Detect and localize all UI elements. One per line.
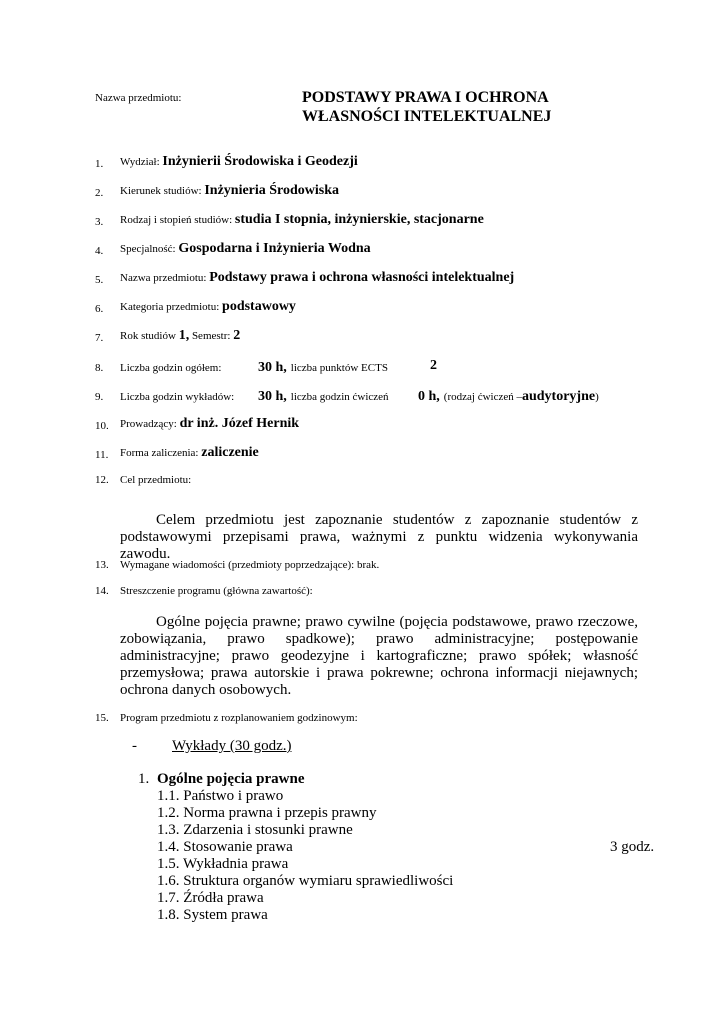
list-item: 1.7. Źródła prawa [157,890,264,906]
item-study-type [120,212,484,228]
item-assessment [120,445,259,461]
lecture-hours-label: Liczba godzin wykładów: [120,391,235,403]
item-number: 2. [95,187,104,199]
lecture-hours-group [258,387,389,405]
faculty-value: Inżynierii Środowiska i Geodezji [162,154,358,169]
item-number: 6. [95,303,104,315]
item-number: 14. [95,585,109,597]
item-subject-name [120,270,514,286]
lecturer-value: dr inż. Józef Hernik [179,416,300,431]
field-label: Kierunek studiów: [120,185,202,197]
field-value: Inżynieria Środowiska [204,183,340,198]
subject-name-label: Nazwa przedmiotu: [95,92,182,104]
item-number: 1. [95,158,104,170]
specialization-value: Gospodarna i Inżynieria Wodna [178,241,371,256]
total-hours-value: 30 h, [258,360,287,375]
list-item: 1.1. Państwo i prawo [157,788,284,804]
faculty-label: Wydział: [120,156,160,168]
subject-value: Podstawy prawa i ochrona własności intelektualnej [209,270,515,285]
item-specialization [120,241,371,257]
item-number: 9. [95,391,104,403]
specialization-label: Specjalność: [120,243,176,255]
item-year-semester [120,328,240,344]
exercise-type-label: (rodzaj ćwiczeń – [443,391,522,403]
exercise-type-value: audytoryjne [521,389,596,404]
assessment-label: Forma zaliczenia: [120,447,199,459]
semester-label: Semestr: [191,330,231,342]
item-number: 5. [95,274,104,286]
lectures-dash: - [132,738,137,754]
item-number: 13. [95,559,109,571]
section-number: 1. [138,771,150,787]
semester-value: 2 [233,328,241,343]
list-item: 1.3. Zdarzenia i stosunki prawne [157,822,353,838]
item-number: 11. [95,449,109,461]
exercise-group [418,387,599,405]
section-title: Ogólne pojęcia prawne [157,771,305,787]
item-number: 10. [95,420,109,432]
exercise-hours-value: 0 h, [418,389,440,404]
item-number: 15. [95,712,109,724]
total-hours-label: Liczba godzin ogółem: [120,362,222,374]
section-hours: 3 godz. [610,839,655,855]
exercise-hours-label: liczba godzin ćwiczeń [290,391,389,403]
study-type-label: Rodzaj i stopień studiów: [120,214,233,226]
category-label: Kategoria przedmiotu: [120,301,220,313]
exercise-type-close: ) [595,391,599,403]
item-category [120,299,296,315]
item-number: 7. [95,332,104,344]
summary-label: Streszczenie programu (główna zawartość): [120,585,313,597]
page-title-line1: PODSTAWY PRAWA I OCHRONA [302,89,549,106]
item-number: 8. [95,362,104,374]
lecturer-label: Prowadzący: [120,418,177,430]
prerequisites-label: Wymagane wiadomości (przedmioty poprzedzające): brak. [120,559,380,571]
lectures-heading: Wykłady (30 godz.) [172,738,292,754]
ects-label: liczba punktów ECTS [290,362,388,374]
objective-text: Celem przedmiotu jest zapoznanie studentów z zapoznanie studentów z podstawowymi przepisami prawa, ważnymi z punktu widzenia wykonywania zawodu. [120,512,638,562]
category-value: podstawowy [222,299,296,314]
total-hours-group [258,358,388,376]
objective-label: Cel przedmiotu: [120,474,192,486]
year-label: Rok studiów [120,330,176,342]
ects-value: 2 [430,358,437,373]
program-label: Program przedmiotu z rozplanowaniem godzinowym: [120,712,358,724]
item-field-of-study [120,183,339,199]
list-item: 1.2. Norma prawna i przepis prawny [157,805,377,821]
list-item: 1.6. Struktura organów wymiaru sprawiedliwości [157,873,454,889]
item-lecturer [120,416,299,432]
item-number: 3. [95,216,104,228]
year-value: 1, [178,328,190,343]
list-item: 1.5. Wykładnia prawa [157,856,289,872]
item-number: 4. [95,245,104,257]
item-number: 12. [95,474,109,486]
summary-text: Ogólne pojęcia prawne; prawo cywilne (pojęcia podstawowe, prawo rzeczowe, zobowiązania, prawo spadkowe); prawo administracyjne; postępowanie administracyjne; prawo geodezyjne i kartograficzne; prawo spółek; własność przemysłowa; prawa autorskie i prawa pokrewne; ochrona informacji niejawnych; ochrona danych osobowych. [120,614,638,698]
list-item: 1.4. Stosowanie prawa [157,839,293,855]
subject-label: Nazwa przedmiotu: [120,272,207,284]
study-type-value: studia I stopnia, inżynierskie, stacjonarne [234,212,484,227]
summary-paragraph [120,614,638,699]
objective-paragraph [120,512,638,563]
page-title-line2: WŁASNOŚCI INTELEKTUALNEJ [302,108,552,125]
list-item: 1.8. System prawa [157,907,268,923]
assessment-value: zaliczenie [201,445,259,460]
lecture-hours-value: 30 h, [258,389,287,404]
item-faculty [120,154,358,170]
